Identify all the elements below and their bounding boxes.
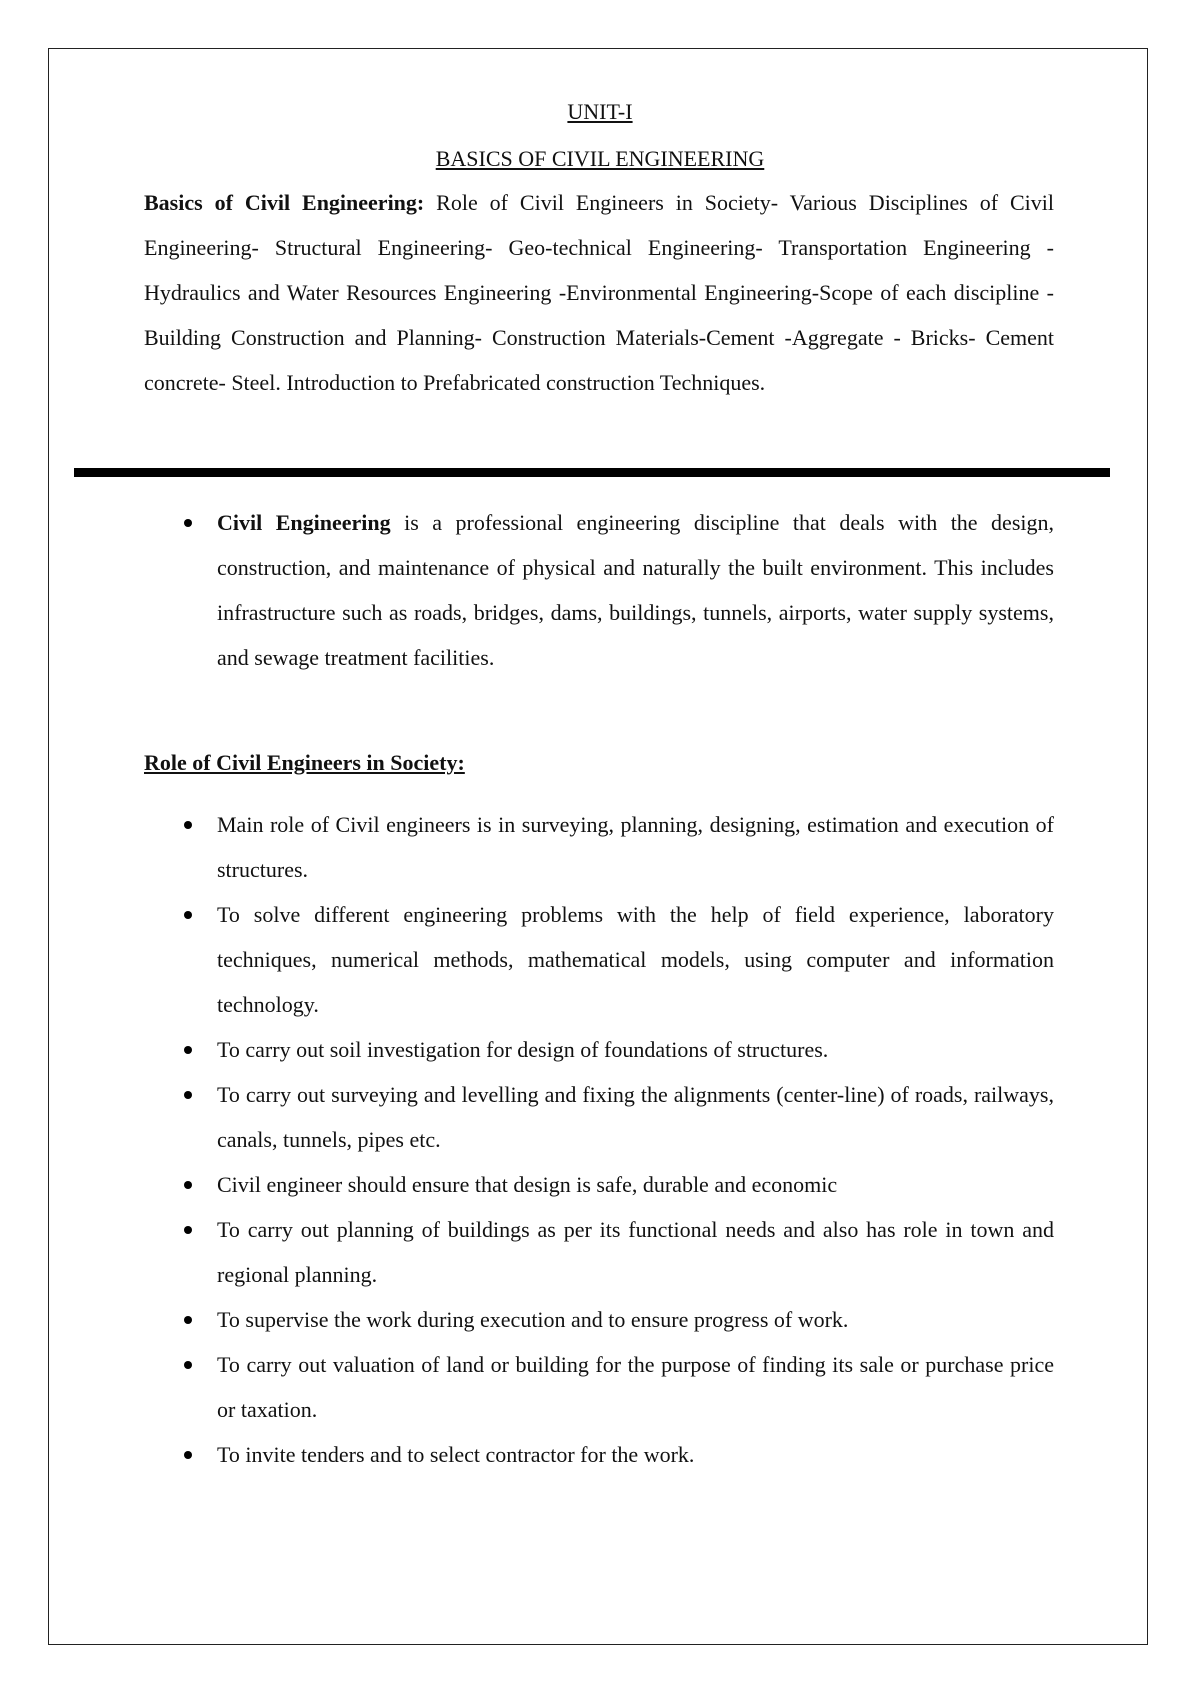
bullet-icon	[184, 519, 192, 527]
role-item	[144, 1162, 1054, 1207]
intro-text: is a professional engineering discipline that deals with the design, construction, and maintenance of physical and naturally the built environment. This includes infrastructure such as roads, bridges, dams, buildings, tunnels, airports, water supply systems, and sewage treatment facilities.	[217, 510, 1054, 670]
role-item	[144, 1207, 1054, 1297]
intro-item	[144, 500, 1054, 680]
divider	[74, 468, 1110, 477]
role-item	[144, 1342, 1054, 1432]
role-text: Main role of Civil engineers is in surveying, planning, designing, estimation and execution of structures.	[217, 812, 1054, 882]
syllabus-paragraph	[144, 180, 1054, 405]
bullet-icon	[184, 1226, 192, 1234]
unit-heading: UNIT-I	[567, 99, 633, 124]
role-text: To supervise the work during execution and to ensure progress of work.	[217, 1307, 849, 1332]
role-text: To carry out surveying and levelling and fixing the alignments (center-line) of roads, railways, canals, tunnels, pipes etc.	[217, 1082, 1054, 1152]
intro-list	[144, 500, 1054, 680]
role-item	[144, 1072, 1054, 1162]
role-text: To carry out planning of buildings as per its functional needs and also has role in town and regional planning.	[217, 1217, 1054, 1287]
role-text: Civil engineer should ensure that design is safe, durable and economic	[217, 1172, 838, 1197]
intro-term: Civil Engineering	[217, 510, 391, 535]
bullet-icon	[184, 1451, 192, 1459]
syllabus-text: Role of Civil Engineers in Society- Various Disciplines of Civil Engineering- Structural Engineering- Geo-technical Engineering- Transportation Engineering - Hydraulics and Water Resources Engineering -Environmental Engineering-Scope of each discipline - Building Construction and Planning- Construction Materials-Cement -Aggregate - Bricks- Cement concrete- Steel. Introduction to Prefabricated construction Techniques.	[144, 190, 1054, 395]
roles-list	[144, 802, 1054, 1477]
bullet-icon	[184, 1316, 192, 1324]
role-item	[144, 1027, 1054, 1072]
role-item	[144, 802, 1054, 892]
role-text: To solve different engineering problems with the help of field experience, laboratory techniques, numerical methods, mathematical models, using computer and information technology.	[217, 902, 1054, 1017]
bullet-icon	[184, 1361, 192, 1369]
bullet-icon	[184, 821, 192, 829]
role-heading: Role of Civil Engineers in Society:	[144, 750, 465, 775]
role-text: To invite tenders and to select contractor for the work.	[217, 1442, 695, 1467]
bullet-icon	[184, 1181, 192, 1189]
bullet-icon	[184, 1046, 192, 1054]
role-item	[144, 892, 1054, 1027]
role-text: To carry out valuation of land or building for the purpose of finding its sale or purchase price or taxation.	[217, 1352, 1054, 1422]
page-title: BASICS OF CIVIL ENGINEERING	[435, 146, 765, 171]
syllabus-label: Basics of Civil Engineering:	[144, 190, 425, 215]
role-text: To carry out soil investigation for design of foundations of structures.	[217, 1037, 829, 1062]
role-item	[144, 1432, 1054, 1477]
role-item	[144, 1297, 1054, 1342]
bullet-icon	[184, 1091, 192, 1099]
bullet-icon	[184, 911, 192, 919]
